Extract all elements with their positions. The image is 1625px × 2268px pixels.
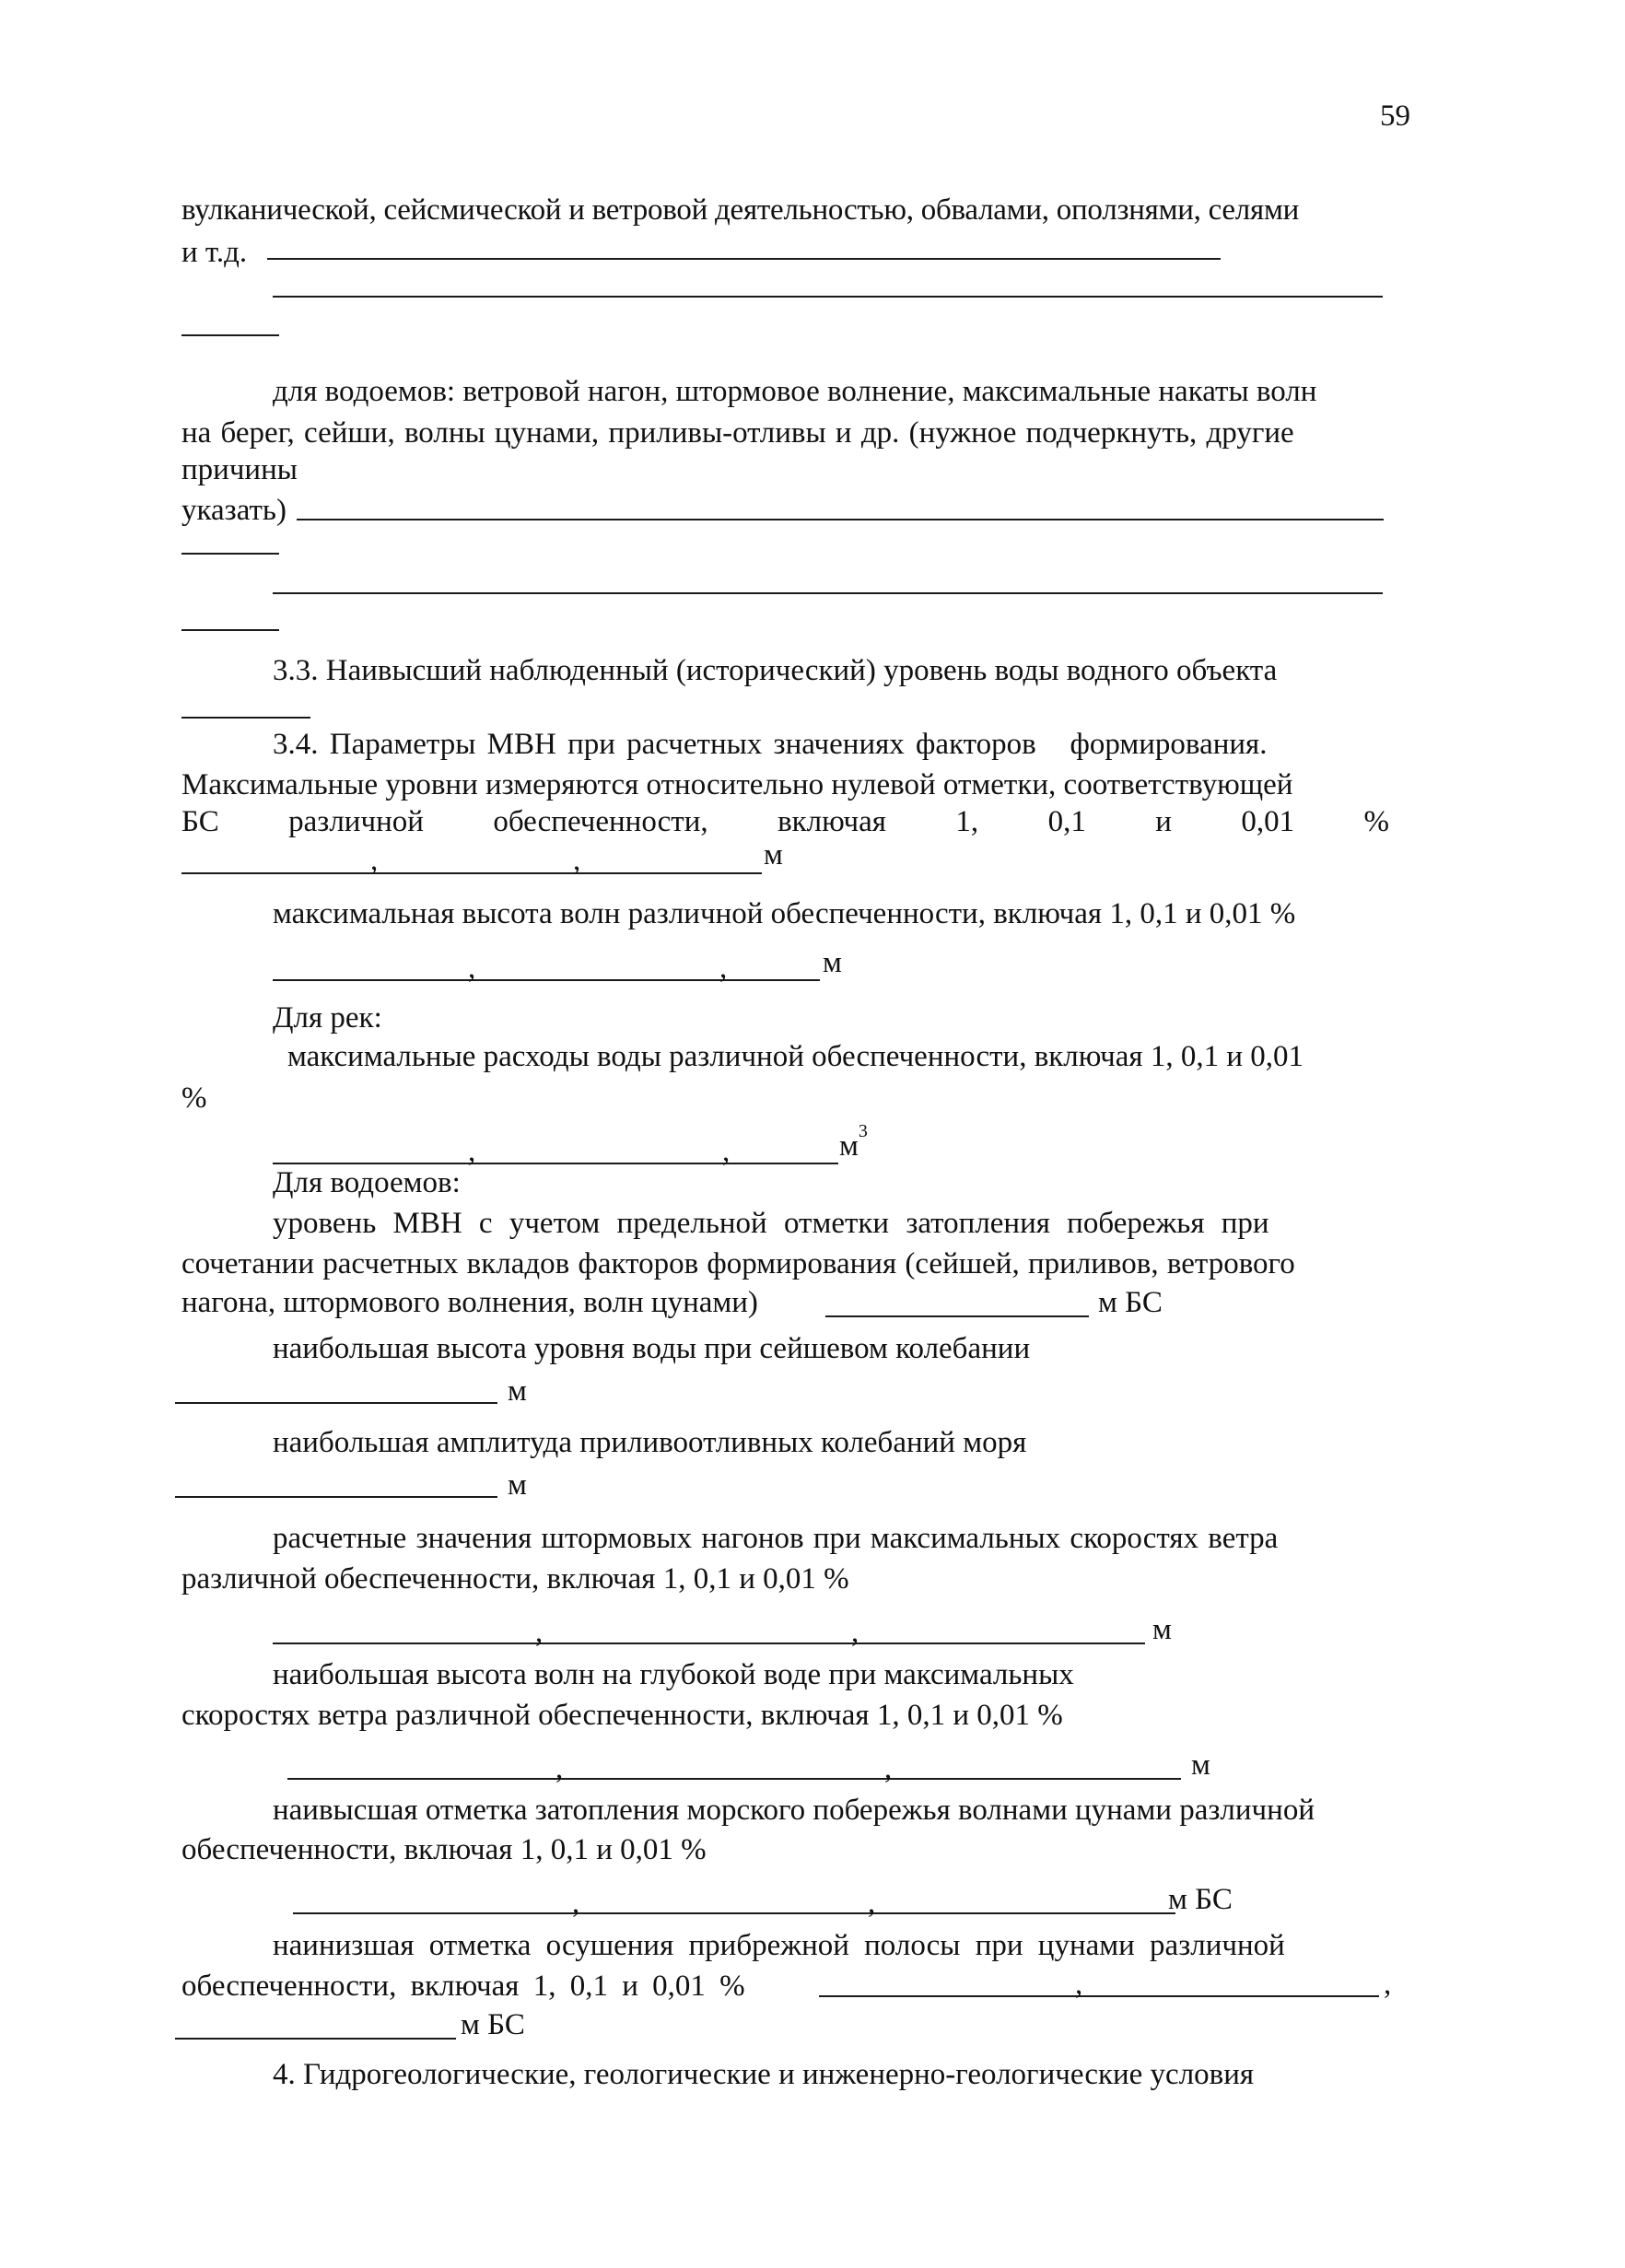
text-line: расчетные значения штормовых нагонов при максимальных скоростях ветра [273,1522,1279,1555]
unit-label: м БС [1168,1883,1233,1916]
unit-label: м [764,838,783,871]
text-line: причины [181,453,298,486]
fill-in-line[interactable] [175,1402,497,1404]
fill-in-line[interactable] [175,1496,497,1498]
section-heading: 3.4. Параметры МВН при расчетных значениях факторов формирования. [273,728,1268,761]
text-line: % [181,1081,207,1115]
comma: , [1384,1968,1392,2001]
text-line: нагона, штормового волнения, волн цунами) [181,1286,758,1319]
fill-in-line[interactable] [287,1778,1181,1780]
fill-in-line[interactable] [825,1315,1089,1317]
fill-in-line[interactable] [267,258,1221,260]
fill-in-line[interactable] [181,629,279,631]
text-line: для водоемов: ветровой нагон, штормовое волнение, максимальные накаты волн [273,375,1317,408]
word: включая [777,805,886,838]
comma: , [851,1616,859,1649]
comma: , [468,952,476,985]
comma: , [555,1752,564,1785]
text-line: наивысшая отметка затопления морского побережья волнами цунами различной [273,1794,1315,1827]
comma: , [722,1135,731,1168]
fill-in-line[interactable] [181,334,279,336]
word: обеспеченности, [493,805,708,838]
text-line: сочетании расчетных вкладов факторов формирования (сейшей, приливов, ветрового [181,1247,1295,1280]
word: различной [288,805,424,838]
word: и [1155,805,1172,838]
comma: , [573,844,581,877]
fill-in-line[interactable] [273,1643,1145,1644]
text-line: и т.д. [181,236,248,269]
unit-label: м [823,946,842,979]
section-heading: 4. Гидрогеологические, геологические и инженерно-геологические условия [273,2058,1255,2091]
fill-in-line[interactable] [181,717,310,719]
unit-label: м [1191,1748,1210,1782]
fill-in-line[interactable] [273,592,1383,594]
text-line: Максимальные уровни измеряются относительно нулевой отметки, соответствующей [181,768,1293,801]
superscript: 3 [858,1121,868,1141]
word: 1, [955,805,979,838]
text-line: обеспеченности, включая 1, 0,1 и 0,01 % [181,1970,745,2003]
text-line: различной обеспеченности, включая 1, 0,1 и 0,01 % [181,1562,849,1596]
unit-label: $м^3$ [839,1121,868,1163]
text-line: вулканической, сейсмической и ветровой деятельностью, обвалами, оползнями, селями [181,193,1299,227]
comma: , [572,1887,580,1920]
text-line: скоростях ветра различной обеспеченности, включая 1, 0,1 и 0,01 % [181,1699,1063,1732]
text-line: уровень МВН с учетом предельной отметки затопления побережья при [273,1207,1269,1240]
fill-in-line[interactable] [175,2038,456,2040]
fill-in-line[interactable] [293,1912,1175,1914]
word: % [1363,805,1389,838]
comma: , [535,1616,544,1649]
fill-in-line[interactable] [297,519,1384,520]
unit-label: м [508,1374,527,1408]
text-line: максимальные расходы воды различной обеспеченности, включая 1, 0,1 и 0,01 [287,1040,1304,1073]
comma: , [884,1752,893,1785]
text-line: указать) [181,494,286,527]
fill-in-line[interactable] [181,872,762,874]
comma: , [719,952,728,985]
comma: , [868,1887,876,1920]
unit-label: м [508,1468,527,1502]
text-line: наибольшая амплитуда приливоотливных колебаний моря [273,1426,1027,1459]
fill-in-line[interactable] [273,979,820,981]
unit-label: м [1152,1613,1172,1646]
word: БС [181,805,219,838]
comma: , [468,1135,476,1168]
unit-label: м БС [461,2008,525,2041]
word: 0,1 [1047,805,1086,838]
fill-in-line[interactable] [181,553,279,555]
text-line: максимальная высота волн различной обеспеченности, включая 1, 0,1 и 0,01 % [273,897,1296,930]
text-line: на берег, сейши, волны цунами, приливы-отливы и др. (нужное подчеркнуть, другие [181,416,1294,450]
section-heading: 3.3. Наивысший наблюденный (исторический) уровень воды водного объекта [273,654,1278,687]
word: 0,01 [1241,805,1295,838]
fill-in-line[interactable] [273,296,1383,298]
text-line: наибольшая высота уровня воды при сейшевом колебании [273,1332,1031,1365]
unit-label: м БС [1098,1286,1163,1319]
comma: , [370,844,379,877]
page-number: 59 [1380,99,1410,133]
subheading: Для рек: [273,1001,382,1035]
justified-line [181,801,1389,843]
text-line: наибольшая высота волн на глубокой воде при максимальных [273,1658,1074,1691]
text-line: наинизшая отметка осушения прибрежной полосы при цунами различной [273,1929,1285,1962]
fill-in-line[interactable] [819,1995,1379,1997]
text-line: обеспеченности, включая 1, 0,1 и 0,01 % [181,1833,707,1866]
comma: , [1075,1968,1083,2001]
subheading: Для водоемов: [273,1166,461,1199]
